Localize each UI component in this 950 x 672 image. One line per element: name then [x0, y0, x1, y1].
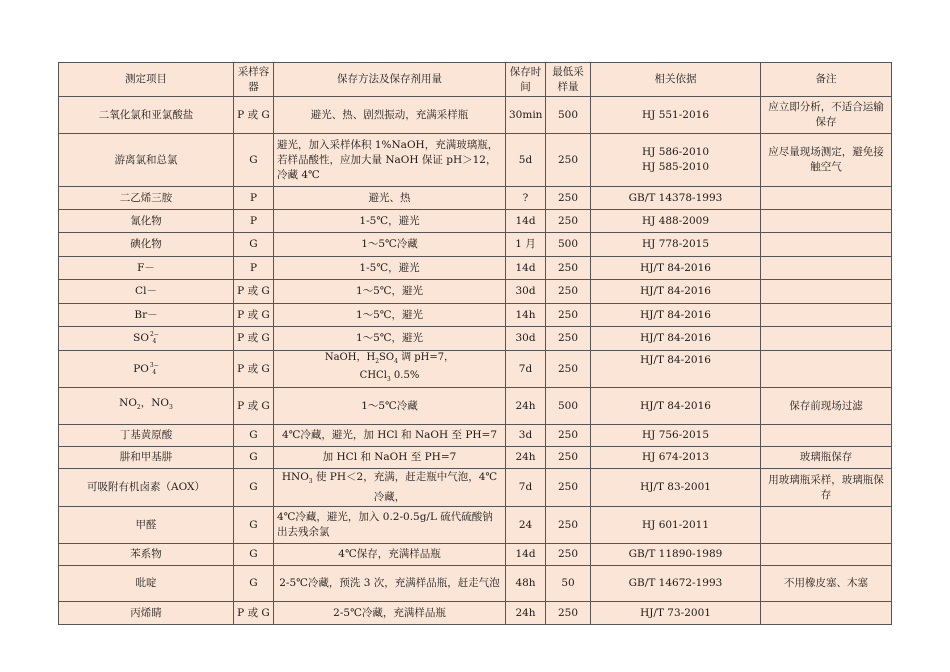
formula-subscript: 2: [375, 358, 380, 365]
method-text: 0.5%: [390, 370, 420, 381]
table-row: [59, 507, 892, 544]
cell-remark: [761, 507, 892, 544]
cell-remark: [761, 233, 892, 257]
cell-item: 二氧化氯和亚氯酸盐: [59, 97, 234, 134]
cell-method: 1～5℃，避光: [274, 280, 506, 304]
cell-item: 吡啶: [59, 566, 234, 602]
cell-container: G: [234, 544, 274, 566]
cell-method: 1～5℃，避光: [274, 304, 506, 327]
cell-basis: HJ/T 73-2001: [591, 602, 761, 625]
cell-method: 加 HCl 和 NaOH 至 PH=7: [274, 447, 506, 469]
cell-remark: [761, 425, 892, 447]
cell-remark: [761, 304, 892, 327]
cell-basis: [591, 134, 761, 187]
header-row: [59, 63, 892, 97]
cell-item: [59, 388, 234, 425]
cell-time: 14h: [506, 304, 546, 327]
cell-volume: 500: [546, 233, 591, 257]
cell-basis: HJ/T 83-2001: [591, 469, 761, 507]
table-row: [59, 257, 892, 280]
cell-time: 24h: [506, 447, 546, 469]
cell-container: P 或 G: [234, 327, 274, 351]
cell-volume: 250: [546, 257, 591, 280]
cell-volume: 250: [546, 327, 591, 351]
cell-item: 丁基黄原酸: [59, 425, 234, 447]
cell-volume: 250: [546, 507, 591, 544]
cell-method: 避光、热、剧烈振动，充满采样瓶: [274, 97, 506, 134]
basis-line: HJ 585-2010: [641, 161, 709, 173]
cell-item: 丙烯睛: [59, 602, 234, 625]
cell-remark: [761, 187, 892, 210]
formula-subscript: 3: [386, 376, 391, 383]
cell-volume: 250: [546, 280, 591, 304]
cell-container: G: [234, 134, 274, 187]
cell-volume: 250: [546, 134, 591, 187]
cell-item: 氰化物: [59, 210, 234, 233]
cell-time: 5d: [506, 134, 546, 187]
table-row: [59, 280, 892, 304]
cell-container: P 或 G: [234, 602, 274, 625]
method-text: CHCl: [359, 370, 387, 381]
cell-time: 30d: [506, 280, 546, 304]
cell-item: [59, 327, 234, 351]
cell-time: 24h: [506, 388, 546, 425]
cell-method: 1～5℃冷藏: [274, 233, 506, 257]
table-row: [59, 304, 892, 327]
table-row: [59, 210, 892, 233]
cell-container: G: [234, 566, 274, 602]
table-row: [59, 351, 892, 388]
formula-subscript: 4: [152, 338, 157, 345]
cell-method: 2-5℃冷藏，预洗 3 次，充满样品瓶，赶走气泡: [274, 566, 506, 602]
basis-line: HJ 586-2010: [641, 146, 709, 158]
cell-container: G: [234, 447, 274, 469]
cell-container: G: [234, 425, 274, 447]
cell-basis: HJ/T 84-2016: [591, 327, 761, 351]
table-row: [59, 566, 892, 602]
cell-container: P: [234, 187, 274, 210]
cell-volume: 500: [546, 97, 591, 134]
cell-time: ?: [506, 187, 546, 210]
header-basis: 相关依据: [591, 63, 761, 97]
cell-time: 24: [506, 507, 546, 544]
cell-container: P 或 G: [234, 351, 274, 388]
cell-remark: [761, 544, 892, 566]
formula-base: PO: [133, 362, 149, 375]
cell-volume: 250: [546, 447, 591, 469]
table-row: [59, 97, 892, 134]
formula-charge: 3−: [149, 361, 159, 369]
cell-remark: 保存前现场过滤: [761, 388, 892, 425]
cell-method: 4℃冷藏，避光，加入 0.2-0.5g/L 硫代硫酸钠出去残余氯: [274, 507, 506, 544]
header-time: 保存时间: [506, 63, 546, 97]
header-method: 保存方法及保存剂用量: [274, 63, 506, 97]
formula-subscript: 3: [308, 478, 313, 486]
cell-remark: 用玻璃瓶采样，玻璃瓶保存: [761, 469, 892, 507]
cell-container: G: [234, 507, 274, 544]
cell-item: 二乙烯三胺: [59, 187, 234, 210]
header-item: 测定项目: [59, 63, 234, 97]
method-text: SO: [379, 352, 395, 363]
cell-method: 4℃保存，充满样品瓶: [274, 544, 506, 566]
formula-base: SO: [133, 332, 149, 344]
cell-container: P: [234, 257, 274, 280]
cell-container: P 或 G: [234, 388, 274, 425]
table-row: [59, 187, 892, 210]
cell-volume: 250: [546, 304, 591, 327]
cell-basis: HJ/T 84-2016: [591, 304, 761, 327]
cell-container: G: [234, 233, 274, 257]
cell-time: 7d: [506, 351, 546, 388]
cell-method: 1～5℃冷藏: [274, 388, 506, 425]
cell-remark: [761, 210, 892, 233]
table-row: [59, 447, 892, 469]
cell-volume: 250: [546, 544, 591, 566]
formula-subscript: 4: [152, 368, 157, 376]
cell-item: Cl－: [59, 280, 234, 304]
cell-volume: 250: [546, 425, 591, 447]
cell-item: 甲醛: [59, 507, 234, 544]
method-text: NaOH，H: [324, 352, 376, 363]
cell-method: [274, 469, 506, 507]
cell-basis: GB/T 14672-1993: [591, 566, 761, 602]
cell-basis: GB/T 14378-1993: [591, 187, 761, 210]
cell-time: 14d: [506, 257, 546, 280]
cell-container: P: [234, 210, 274, 233]
cell-item: Br－: [59, 304, 234, 327]
cell-time: 48h: [506, 566, 546, 602]
cell-time: 3d: [506, 425, 546, 447]
cell-time: 14d: [506, 210, 546, 233]
table-row: [59, 233, 892, 257]
cell-time: 30d: [506, 327, 546, 351]
table-row: [59, 602, 892, 625]
cell-volume: 50: [546, 566, 591, 602]
cell-method: [274, 351, 506, 388]
table-row: [59, 425, 892, 447]
table-row: [59, 388, 892, 425]
cell-volume: 250: [546, 469, 591, 507]
cell-basis: HJ 778-2015: [591, 233, 761, 257]
method-text: 使 PH＜2，充满，赶走瓶中气泡，4℃冷藏，: [312, 471, 498, 503]
cell-remark: 玻璃瓶保存: [761, 447, 892, 469]
cell-remark: [761, 602, 892, 625]
cell-method: 1-5℃，避光: [274, 210, 506, 233]
cell-container: P 或 G: [234, 280, 274, 304]
cell-time: 1 月: [506, 233, 546, 257]
cell-container: P 或 G: [234, 97, 274, 134]
cell-volume: 500: [546, 388, 591, 425]
cell-basis: HJ 488-2009: [591, 210, 761, 233]
cell-remark: [761, 280, 892, 304]
cell-item: 可吸附有机卤素（AOX）: [59, 469, 234, 507]
cell-volume: 250: [546, 187, 591, 210]
cell-method: 1-5℃，避光: [274, 257, 506, 280]
cell-basis: GB/T 11890-1989: [591, 544, 761, 566]
cell-method: 1～5℃，避光: [274, 327, 506, 351]
cell-time: 30min: [506, 97, 546, 134]
cell-basis: HJ 601-2011: [591, 507, 761, 544]
cell-volume: 250: [546, 210, 591, 233]
cell-basis: HJ/T 84-2016: [591, 351, 761, 388]
table-row: [59, 544, 892, 566]
cell-basis: HJ/T 84-2016: [591, 388, 761, 425]
method-text: 调 pH=7，: [397, 352, 455, 363]
cell-container: P 或 G: [234, 304, 274, 327]
cell-item: 游离氯和总氯: [59, 134, 234, 187]
cell-method: 2-5℃冷藏，充满样品瓶: [274, 602, 506, 625]
header-remark: 备注: [761, 63, 892, 97]
cell-method: 避光、热: [274, 187, 506, 210]
cell-time: 7d: [506, 469, 546, 507]
header-container: 采样容器: [234, 63, 274, 97]
cell-basis: HJ 674-2013: [591, 447, 761, 469]
formula-subscript: 4: [394, 358, 398, 365]
cell-remark: [761, 351, 892, 388]
cell-volume: 250: [546, 602, 591, 625]
cell-item: [59, 351, 234, 388]
sampling-preservation-table: [58, 62, 892, 625]
cell-item: 碘化物: [59, 233, 234, 257]
cell-remark: 不用橡皮塞、木塞: [761, 566, 892, 602]
table-row: [59, 327, 892, 351]
cell-method: 4℃冷藏，避光，加 HCl 和 NaOH 至 PH=7: [274, 425, 506, 447]
cell-remark: 应尽量现场测定，避免接触空气: [761, 134, 892, 187]
formula-base: NO: [119, 397, 137, 410]
formula-charge: 2−: [149, 331, 159, 338]
table-row: [59, 469, 892, 507]
cell-basis: HJ/T 84-2016: [591, 280, 761, 304]
header-volume: 最低采样量: [546, 63, 591, 97]
formula-subscript: 3: [169, 404, 173, 412]
cell-container: G: [234, 469, 274, 507]
cell-remark: [761, 327, 892, 351]
cell-item: 苯系物: [59, 544, 234, 566]
cell-time: 14d: [506, 544, 546, 566]
cell-item: F－: [59, 257, 234, 280]
cell-remark: [761, 257, 892, 280]
formula-subscript: 2: [136, 404, 141, 412]
method-text: HNO: [281, 471, 309, 484]
cell-basis: HJ/T 84-2016: [591, 257, 761, 280]
cell-item: 肼和甲基肼: [59, 447, 234, 469]
cell-remark: 应立即分析，不适合运输保存: [761, 97, 892, 134]
cell-volume: 250: [546, 351, 591, 388]
cell-method: 避光，加入采样体积 1%NaOH，充满玻璃瓶，若样品酸性，应加大量 NaOH 保证 pH＞12，冷藏 4℃: [274, 134, 506, 187]
cell-basis: HJ 756-2015: [591, 425, 761, 447]
cell-time: 24h: [506, 602, 546, 625]
table-row: [59, 134, 892, 187]
formula-base: ，NO: [140, 397, 170, 410]
cell-basis: HJ 551-2016: [591, 97, 761, 134]
